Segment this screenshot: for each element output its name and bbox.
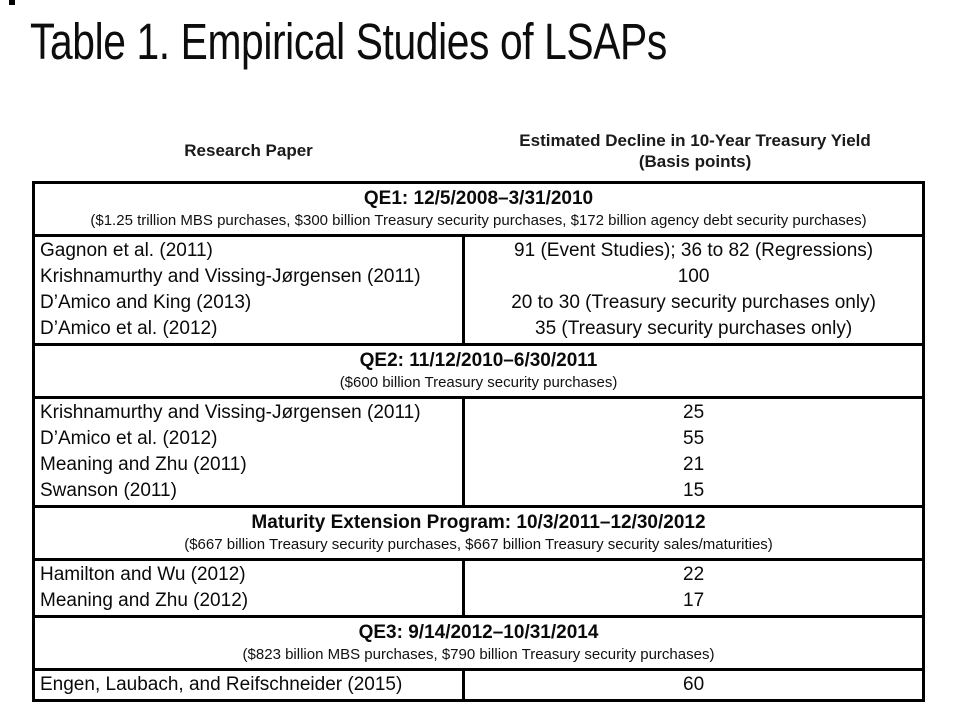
section-rows-qe3 <box>35 671 922 699</box>
estimates-cell <box>465 237 922 343</box>
paper-name: D’Amico and King (2013) <box>40 292 252 313</box>
paper-name: Krishnamurthy and Vissing-Jørgensen (2011) <box>40 402 421 423</box>
papers-cell <box>35 671 465 699</box>
estimate-value: 20 to 30 (Treasury security purchases only) <box>511 292 876 313</box>
table-body <box>32 181 925 702</box>
column-header-estimate-line2: (Basis points) <box>638 152 752 171</box>
estimate-value: 21 <box>683 454 705 475</box>
column-header-estimate-line1: Estimated Decline in 10-Year Treasury Yield <box>519 131 871 150</box>
papers-cell <box>35 237 465 343</box>
paper-name: Engen, Laubach, and Reifschneider (2015) <box>40 674 403 695</box>
estimates-cell <box>465 561 922 615</box>
section-header-qe2 <box>35 346 922 399</box>
estimate-value: 35 (Treasury security purchases only) <box>535 318 853 339</box>
paper-name: D’Amico et al. (2012) <box>40 428 218 449</box>
section-subtitle: ($600 billion Treasury security purchases) <box>339 374 618 391</box>
paper-name: Swanson (2011) <box>40 480 177 501</box>
section-header-qe3 <box>35 618 922 671</box>
section-title: QE3: 9/14/2012–10/31/2014 <box>358 622 599 643</box>
slide-edge-mark <box>9 0 15 5</box>
table-column-headers <box>32 126 925 176</box>
estimates-cell <box>465 671 922 699</box>
papers-cell <box>35 399 465 505</box>
section-header-qe1 <box>35 184 922 237</box>
paper-name: D’Amico et al. (2012) <box>40 318 218 339</box>
estimate-value: 55 <box>683 428 705 449</box>
estimate-value: 100 <box>677 266 710 287</box>
estimate-value: 60 <box>683 674 705 695</box>
estimate-value: 17 <box>683 590 705 611</box>
section-title: QE2: 11/12/2010–6/30/2011 <box>359 350 598 371</box>
section-subtitle: ($823 billion MBS purchases, $790 billion Treasury security purchases) <box>242 646 715 663</box>
section-title: Maturity Extension Program: 10/3/2011–12/30/2012 <box>251 512 706 533</box>
section-rows-qe2 <box>35 399 922 508</box>
section-header-mep <box>35 508 922 561</box>
section-rows-qe1 <box>35 237 922 346</box>
paper-name: Meaning and Zhu (2011) <box>40 454 247 475</box>
paper-name: Hamilton and Wu (2012) <box>40 564 246 585</box>
section-title: QE1: 12/5/2008–3/31/2010 <box>363 188 594 209</box>
paper-name: Gagnon et al. (2011) <box>40 240 213 261</box>
estimate-value: 25 <box>683 402 705 423</box>
section-subtitle: ($667 billion Treasury security purchases, $667 billion Treasury security sales/maturities) <box>184 536 773 553</box>
estimate-value: 22 <box>683 564 705 585</box>
paper-name: Meaning and Zhu (2012) <box>40 590 249 611</box>
estimate-value: 91 (Event Studies); 36 to 82 (Regressions) <box>514 240 874 261</box>
lsap-studies-table <box>32 126 925 702</box>
column-header-research-paper: Research Paper <box>184 141 313 160</box>
section-rows-mep <box>35 561 922 618</box>
section-subtitle: ($1.25 trillion MBS purchases, $300 billion Treasury security purchases, $172 billion agency debt security purchases) <box>90 212 867 229</box>
paper-name: Krishnamurthy and Vissing-Jørgensen (2011) <box>40 266 421 287</box>
estimates-cell <box>465 399 922 505</box>
estimate-value: 15 <box>683 480 705 501</box>
papers-cell <box>35 561 465 615</box>
column-header-estimated-decline <box>465 130 925 172</box>
page-title: Table 1. Empirical Studies of LSAPs <box>30 13 667 70</box>
